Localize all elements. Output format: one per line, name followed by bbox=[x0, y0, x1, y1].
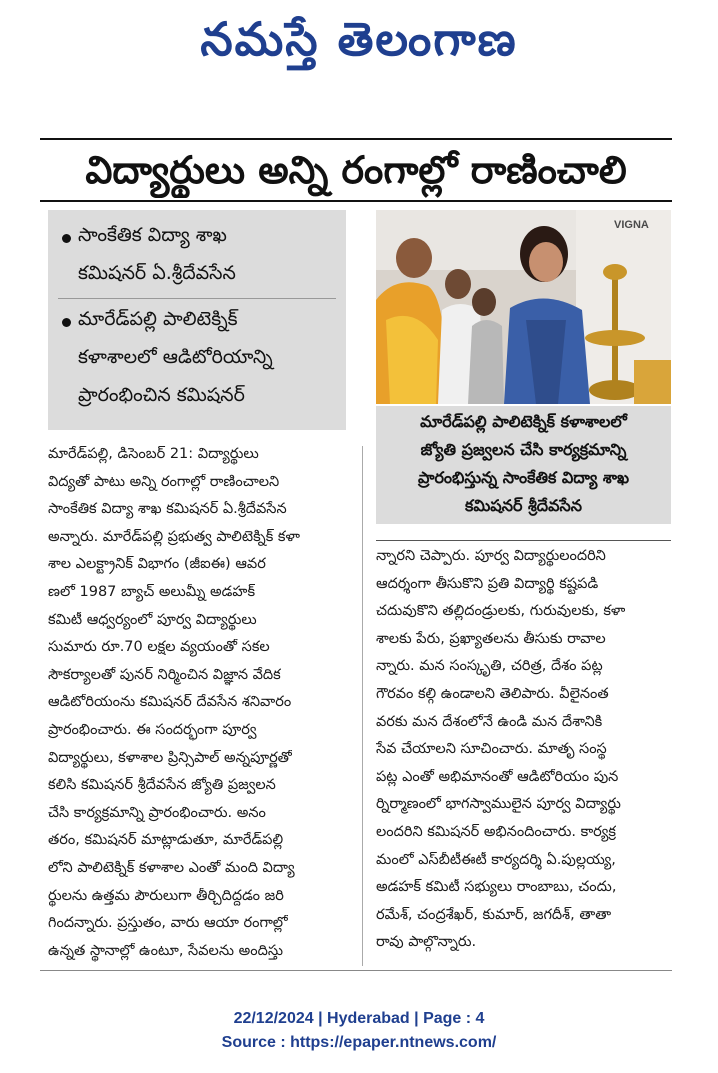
article-bottom-rule bbox=[40, 970, 672, 971]
footer-date-location: 22/12/2024 | Hyderabad | Page : 4 bbox=[233, 1010, 485, 1027]
article-line: విద్యతో పాటు అన్ని రంగాల్లో రాణించాలని bbox=[48, 473, 280, 490]
article-line: గిందన్నారు. ప్రస్తుతం, వారు ఆయా రంగాల్లో bbox=[48, 915, 288, 932]
highlight-line: కమిషనర్ ఏ.శ్రీదేవసేన bbox=[78, 262, 236, 284]
article-line: అడహక్ కమిటీ సభ్యులు రాంబాబు, చందు, bbox=[376, 879, 617, 896]
article-line: శాల ఎలక్ట్రానిక్ విభాగం (జీఐఈ) ఆవర bbox=[48, 556, 266, 573]
headline: విద్యార్థులు అన్ని రంగాల్లో రాణించాలి bbox=[85, 148, 627, 192]
highlight-line: ప్రారంభించిన కమిషనర్ bbox=[78, 384, 245, 406]
caption-line: ప్రారంభిస్తున్న సాంకేతిక విద్యా శాఖ bbox=[417, 468, 630, 487]
article-body-left bbox=[48, 446, 354, 972]
article-line: ఉన్నత స్థానాల్లో ఉంటూ, సేవలను అందిస్తు bbox=[48, 942, 284, 959]
article-line: రావు పాల్గొన్నారు. bbox=[376, 934, 477, 951]
article-line: ఆదర్శంగా తీసుకొని ప్రతి విద్యార్థి కష్టపడి bbox=[376, 575, 599, 592]
photo-sign-text: VIGNA bbox=[614, 219, 649, 231]
highlight-line: కళాశాలలో ఆడిటోరియాన్ని bbox=[78, 346, 273, 368]
article-line: కలిసి కమిషనర్ శ్రీదేవసేన జ్యోతి ప్రజ్వలన bbox=[48, 777, 276, 794]
article-line: ప్రారంభించారు. ఈ సందర్భంగా పూర్వ bbox=[48, 722, 257, 738]
article-line: న్నారు. మన సంస్కృతి, చరిత్ర, దేశం పట్ల bbox=[376, 658, 603, 675]
article-body-right bbox=[376, 548, 671, 972]
article-line: చేసి కార్యక్రమాన్ని ప్రారంభించారు. అనం bbox=[48, 804, 266, 821]
article-line: వరకు మన దేశంలోనే ఉండి మన దేశానికి bbox=[376, 713, 603, 730]
highlights-box bbox=[48, 210, 346, 430]
bullet-dot-icon bbox=[62, 234, 71, 243]
headline-bottom-rule bbox=[40, 200, 672, 202]
caption-rule bbox=[376, 540, 671, 541]
article-line: అన్నారు. మారేడ్‌పల్లి ప్రభుత్వ పాలిటెక్నిక్ కళా bbox=[48, 528, 300, 545]
masthead-logo: నమస్తే తెలంగాణ bbox=[200, 12, 518, 66]
article-line: చదువుకొని తల్లిదండ్రులకు, గురువులకు, కళా bbox=[376, 603, 626, 620]
article-line: విద్యార్థులు, కళాశాల ప్రిన్సిపాల్ అన్నపూర్ణతో bbox=[48, 749, 292, 766]
caption-line: జ్యోతి ప్రజ్వలన చేసి కార్యక్రమాన్ని bbox=[420, 440, 627, 459]
footer-source-link[interactable]: Source : https://epaper.ntnews.com/ bbox=[221, 1034, 497, 1051]
article-line: శాలకు పేరు, ప్రఖ్యాతలను తీసుకు రావాల bbox=[376, 630, 606, 647]
article-line: ర్నిర్మాణంలో భాగస్వాములైన పూర్వ విద్యార్థు bbox=[376, 796, 621, 813]
lamp-lighting-photo-image bbox=[376, 210, 671, 404]
article-line: మారేడ్‌పల్లి, డిసెంబర్ 21: విద్యార్థులు bbox=[48, 446, 259, 462]
article-line: లోని పాలిటెక్నిక్ కళాశాల ఎంతో మంది విద్యా bbox=[48, 860, 295, 876]
article-line: గౌరవం కల్గి ఉండాలని తెలిపారు. వీలైనంత bbox=[376, 686, 609, 702]
highlight-line: మారేడ్‌పల్లి పాలిటెక్నిక్ bbox=[78, 308, 238, 330]
article-line: రమేశ్, చంద్రశేఖర్, కుమార్, జగదీశ్, తాతా bbox=[376, 906, 612, 923]
headline-top-rule bbox=[40, 138, 672, 140]
article-line: లందరిని కమిషనర్ అభినందించారు. కార్యక్ర bbox=[376, 824, 616, 840]
article-line: పట్ల ఎంతో అభిమానంతో ఆడిటోరియం పున bbox=[376, 768, 619, 785]
article-line: కమిటీ ఆధ్వర్యంలో పూర్వ విద్యార్థులు bbox=[48, 611, 257, 628]
article-line: తరం, కమిషనర్ మాట్లాడుతూ, మారేడ్‌పల్లి bbox=[48, 832, 284, 849]
caption-line: మారేడ్‌పల్లి పాలిటెక్నిక్ కళాశాలలో bbox=[420, 412, 627, 431]
article-line: సేవ చేయాలని సూచించారు. మాతృ సంస్థ bbox=[376, 741, 607, 758]
article-line: సాంకేతిక విద్యా శాఖ కమిషనర్ ఏ.శ్రీదేవసేన bbox=[48, 501, 287, 518]
article-line: మంలో ఎస్‌బీటీఈటీ కార్యదర్శి ఏ.పుల్లయ్య, bbox=[376, 851, 616, 868]
highlight-divider bbox=[58, 298, 336, 299]
article-line: న్నారని చెప్పారు. పూర్వ విద్యార్థులందరిని bbox=[376, 548, 606, 564]
article-line: సుమారు రూ.70 లక్షల వ్యయంతో సకల bbox=[48, 639, 270, 656]
article-line: సౌకర్యాలతో పునర్ నిర్మించిన విజ్ఞాన వేదిక bbox=[48, 666, 281, 683]
event-photo bbox=[376, 210, 671, 404]
column-divider bbox=[362, 446, 363, 966]
bullet-dot-icon bbox=[62, 318, 71, 327]
article-line: ఆడిటోరియంను కమిషనర్ దేవసేన శనివారం bbox=[48, 694, 292, 711]
highlight-line: సాంకేతిక విద్యా శాఖ bbox=[78, 224, 227, 246]
article-line: ర్థులను ఉత్తమ పౌరులుగా తీర్చిదిద్దడం జరి bbox=[48, 887, 284, 904]
photo-caption bbox=[376, 406, 671, 524]
article-line: ణలో 1987 బ్యాచ్ అలుమ్నీ అడహక్ bbox=[48, 584, 256, 600]
caption-line: కమిషనర్ శ్రీదేవసేన bbox=[465, 496, 582, 515]
